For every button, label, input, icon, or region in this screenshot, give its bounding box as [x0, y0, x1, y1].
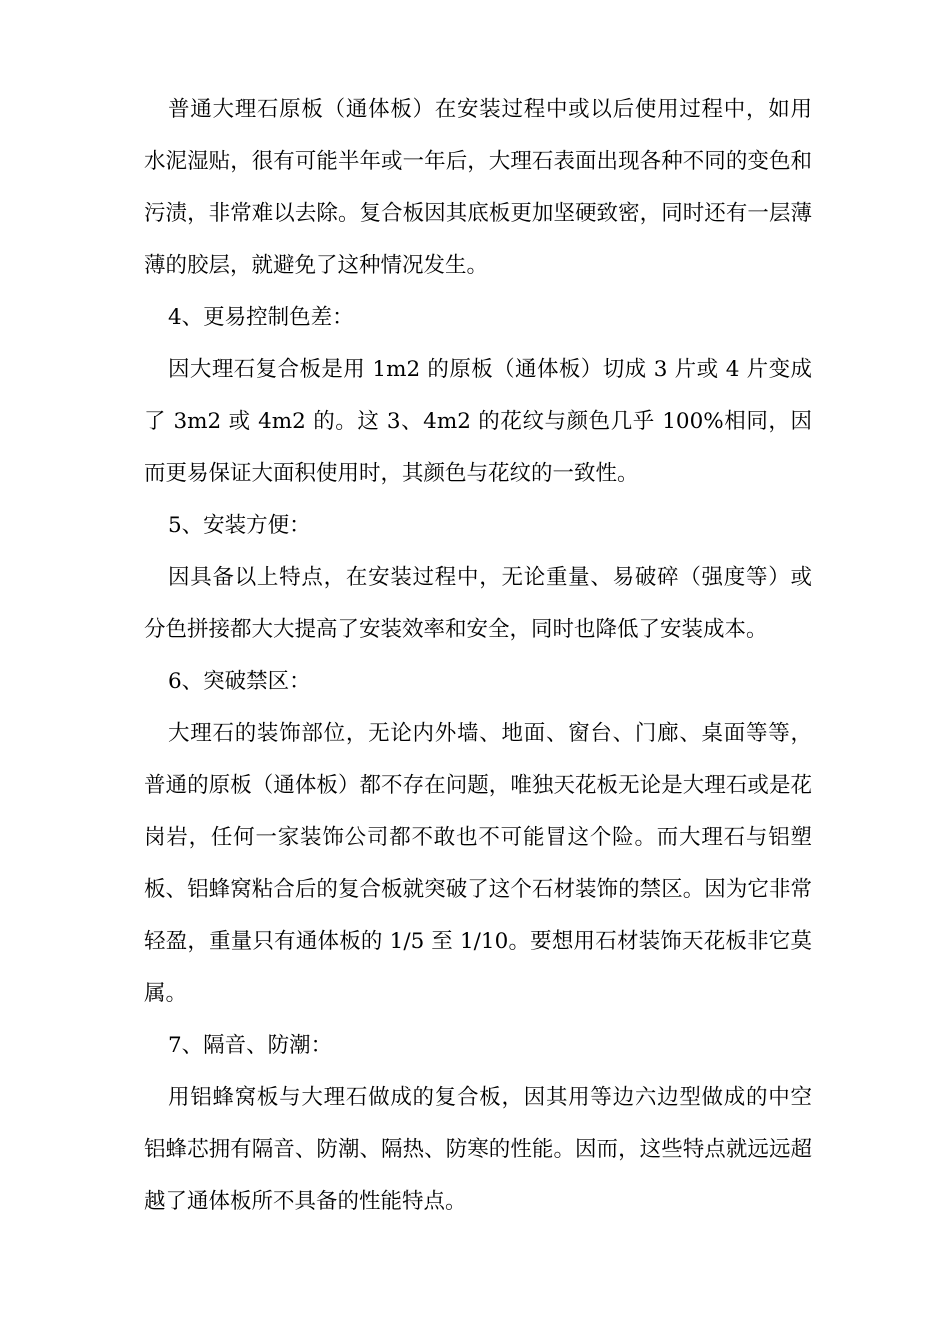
document-body	[144, 84, 812, 1228]
paragraph-marble-staining: 普通大理石原板（通体板）在安装过程中或以后使用过程中，如用水泥湿贴，很有可能半年或一年后，大理石表面出现各种不同的变色和污渍，非常难以去除。复合板因其底板更加坚硬致密，同时还有一层薄薄的胶层，就避免了这种情况发生。	[144, 97, 812, 278]
paragraph-color-difference: 因大理石复合板是用 1m2 的原板（通体板）切成 3 片或 4 片变成了 3m2 或 4m2 的。这 3、4m2 的花纹与颜色几乎 100%相同，因而更易保证大面积使用时，其颜色与花纹的一致性。	[144, 357, 812, 486]
heading-soundproof-moistureproof: 7、隔音、防潮：	[168, 1033, 333, 1058]
paragraph-break-restriction: 大理石的装饰部位，无论内外墙、地面、窗台、门廊、桌面等等，普通的原板（通体板）都不存在问题，唯独天花板无论是大理石或是花岗岩，任何一家装饰公司都不敢也不可能冒这个险。而大理石与铝塑板、铝蜂窝粘合后的复合板就突破了这个石材装饰的禁区。因为它非常轻盈，重量只有通体板的 1/5 至 1/10。要想用石材装饰天花板非它莫属。	[144, 721, 812, 1006]
heading-color-difference: 4、更易控制色差：	[168, 305, 354, 330]
heading-easy-installation: 5、安装方便：	[168, 513, 311, 538]
heading-break-restriction: 6、突破禁区：	[168, 669, 311, 694]
paragraph-soundproof-moistureproof: 用铝蜂窝板与大理石做成的复合板，因其用等边六边型做成的中空铝蜂芯拥有隔音、防潮、隔热、防寒的性能。因而，这些特点就远远超越了通体板所不具备的性能特点。	[144, 1085, 812, 1214]
paragraph-easy-installation: 因具备以上特点，在安装过程中，无论重量、易破碎（强度等）或分色拼接都大大提高了安装效率和安全，同时也降低了安装成本。	[144, 565, 812, 642]
